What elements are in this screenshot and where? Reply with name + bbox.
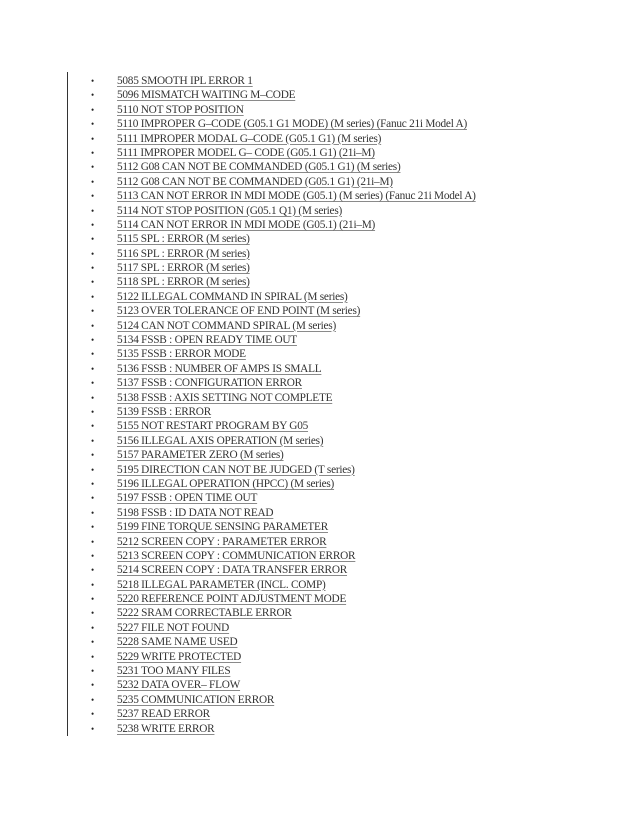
error-code-link[interactable]: 5156 ILLEGAL AXIS OPERATION (M series)	[117, 434, 324, 447]
error-code-link[interactable]: 5238 WRITE ERROR	[117, 722, 215, 735]
bullet-icon: •	[91, 651, 94, 662]
bullet-icon: •	[91, 76, 94, 86]
error-code-link[interactable]: 5155 NOT RESTART PROGRAM BY G05	[117, 420, 309, 433]
bullet-icon: •	[91, 335, 94, 346]
error-code-link[interactable]: 5111 IMPROPER MODEL G– CODE (G05.1 G1) (21i–M)	[117, 146, 375, 159]
error-code-link[interactable]: 5112 G08 CAN NOT BE COMMANDED (G05.1 G1) (21i–M)	[117, 175, 393, 188]
error-code-link[interactable]: 5199 FINE TORQUE SENSING PARAMETER	[117, 521, 328, 534]
error-code-link[interactable]: 5122 ILLEGAL COMMAND IN SPIRAL (M series)	[117, 290, 348, 303]
bullet-icon: •	[91, 666, 94, 677]
bullet-icon: •	[91, 594, 94, 605]
error-code-link[interactable]: 5115 SPL : ERROR (M series)	[117, 233, 250, 246]
error-code-link[interactable]: 5212 SCREEN COPY : PARAMETER ERROR	[117, 535, 327, 548]
bullet-icon: •	[91, 147, 94, 158]
error-code-link[interactable]: 5123 OVER TOLERANCE OF END POINT (M series)	[117, 305, 361, 318]
error-code-link[interactable]: 5135 FSSB : ERROR MODE	[117, 348, 246, 361]
error-code-link[interactable]: 5124 CAN NOT COMMAND SPIRAL (M series)	[117, 319, 336, 332]
error-code-link[interactable]: 5112 G08 CAN NOT BE COMMANDED (G05.1 G1) (M series)	[117, 161, 401, 174]
error-code-link[interactable]: 5134 FSSB : OPEN READY TIME OUT	[117, 334, 297, 347]
error-code-link[interactable]: 5085 SMOOTH IPL ERROR 1	[117, 75, 253, 87]
error-code-link[interactable]: 5110 NOT STOP POSITION	[117, 103, 244, 116]
error-code-link[interactable]: 5228 SAME NAME USED	[117, 636, 238, 649]
bullet-icon: •	[91, 191, 94, 202]
error-code-link[interactable]: 5113 CAN NOT ERROR IN MDI MODE (G05.1) (M series) (Fanuc 21i Model A)	[117, 190, 476, 203]
bullet-icon: •	[91, 205, 94, 216]
bullet-icon: •	[91, 421, 94, 432]
bullet-icon: •	[91, 608, 94, 619]
bullet-icon: •	[91, 622, 94, 633]
bullet-icon: •	[91, 464, 94, 475]
error-code-link[interactable]: 5229 WRITE PROTECTED	[117, 650, 242, 663]
bullet-icon: •	[91, 709, 94, 720]
error-code-link[interactable]: 5196 ILLEGAL OPERATION (HPCC) (M series)	[117, 477, 335, 490]
left-margin-rule	[67, 72, 68, 736]
error-code-link[interactable]: 5114 NOT STOP POSITION (G05.1 Q1) (M series)	[117, 204, 342, 217]
bullet-icon: •	[91, 119, 94, 130]
bullet-icon: •	[91, 378, 94, 389]
bullet-icon: •	[91, 637, 94, 648]
bullet-icon: •	[91, 219, 94, 230]
error-code-link[interactable]: 5235 COMMUNICATION ERROR	[117, 693, 275, 706]
bullet-icon: •	[91, 363, 94, 374]
bullet-icon: •	[91, 450, 94, 461]
error-code-link[interactable]: 5237 READ ERROR	[117, 708, 210, 721]
bullet-icon: •	[91, 478, 94, 489]
error-code-link[interactable]: 5096 MISMATCH WAITING M–CODE	[117, 89, 296, 102]
error-code-link[interactable]: 5232 DATA OVER– FLOW	[117, 679, 241, 692]
error-code-link[interactable]: 5195 DIRECTION CAN NOT BE JUDGED (T series)	[117, 463, 355, 476]
bullet-icon: •	[91, 536, 94, 547]
bullet-icon: •	[91, 680, 94, 691]
bullet-icon: •	[91, 349, 94, 360]
bullet-icon: •	[91, 306, 94, 317]
bullet-icon: •	[91, 263, 94, 274]
error-code-link[interactable]: 5213 SCREEN COPY : COMMUNICATION ERROR	[117, 549, 356, 562]
error-code-link[interactable]: 5231 TOO MANY FILES	[117, 665, 231, 678]
error-code-link[interactable]: 5220 REFERENCE POINT ADJUSTMENT MODE	[117, 593, 347, 606]
error-code-link[interactable]: 5198 FSSB : ID DATA NOT READ	[117, 506, 274, 519]
error-code-link[interactable]: 5116 SPL : ERROR (M series)	[117, 247, 250, 260]
bullet-icon: •	[91, 176, 94, 187]
bullet-icon: •	[91, 435, 94, 446]
bullet-icon: •	[91, 406, 94, 417]
bullet-icon: •	[91, 507, 94, 518]
bullet-icon: •	[91, 291, 94, 302]
error-code-link[interactable]: 5218 ILLEGAL PARAMETER (INCL. COMP)	[117, 578, 326, 591]
bullet-icon: •	[91, 320, 94, 331]
error-code-link[interactable]: 5214 SCREEN COPY : DATA TRANSFER ERROR	[117, 564, 348, 577]
bullet-icon: •	[91, 694, 94, 705]
error-code-link[interactable]: 5117 SPL : ERROR (M series)	[117, 262, 250, 275]
error-code-link[interactable]: 5197 FSSB : OPEN TIME OUT	[117, 492, 258, 505]
error-code-link[interactable]: 5136 FSSB : NUMBER OF AMPS IS SMALL	[117, 362, 322, 375]
error-code-link[interactable]: 5137 FSSB : CONFIGURATION ERROR	[117, 377, 302, 390]
bullet-icon: •	[91, 550, 94, 561]
error-code-link[interactable]: 5138 FSSB : AXIS SETTING NOT COMPLETE	[117, 391, 333, 404]
bullet-icon: •	[91, 162, 94, 173]
bullet-icon: •	[91, 522, 94, 533]
error-code-link[interactable]: 5222 SRAM CORRECTABLE ERROR	[117, 607, 292, 620]
bullet-icon: •	[91, 277, 94, 288]
bullet-icon: •	[91, 133, 94, 144]
error-code-link[interactable]: 5111 IMPROPER MODAL G–CODE (G05.1 G1) (M series)	[117, 132, 382, 145]
error-code-link[interactable]: 5139 FSSB : ERROR	[117, 405, 212, 418]
bullet-icon: •	[91, 565, 94, 576]
error-code-link[interactable]: 5157 PARAMETER ZERO (M series)	[117, 449, 284, 462]
bullet-icon: •	[91, 579, 94, 590]
bullet-icon: •	[91, 234, 94, 245]
error-code-link[interactable]: 5118 SPL : ERROR (M series)	[117, 276, 250, 289]
bullet-icon: •	[91, 493, 94, 504]
error-code-link[interactable]: 5114 CAN NOT ERROR IN MDI MODE (G05.1) (21i–M)	[117, 218, 376, 231]
bullet-icon: •	[91, 248, 94, 259]
bullet-icon: •	[91, 104, 94, 115]
error-code-link[interactable]: 5110 IMPROPER G–CODE (G05.1 G1 MODE) (M series) (Fanuc 21i Model A)	[117, 118, 467, 131]
error-code-link[interactable]: 5227 FILE NOT FOUND	[117, 621, 230, 634]
bullet-icon: •	[91, 90, 94, 101]
bullet-icon: •	[91, 723, 94, 734]
bullet-icon: •	[91, 392, 94, 403]
